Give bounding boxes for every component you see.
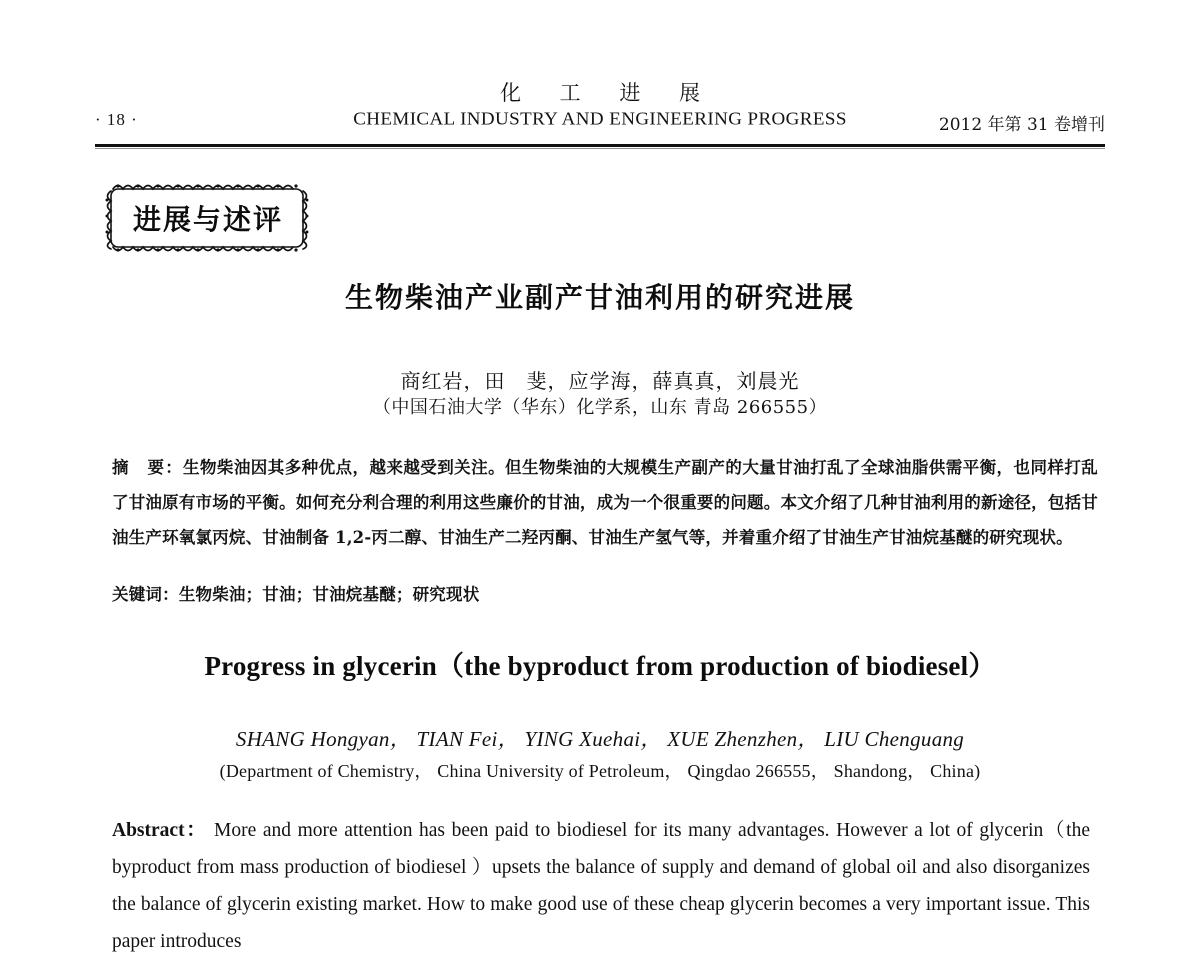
- running-head: [95, 80, 1105, 142]
- journal-title-en: CHEMICAL INDUSTRY AND ENGINEERING PROGRESS: [353, 109, 847, 130]
- abstract-en-label: Abstract：: [112, 820, 208, 841]
- article-title-cn: 生物柴油产业副产甘油利用的研究进展: [344, 281, 855, 314]
- keywords-cn: [112, 581, 1098, 609]
- section-category-badge: [104, 182, 310, 254]
- header-rule-secondary: [95, 148, 1105, 149]
- journal-title-cn: 化 工 进 展: [499, 81, 717, 105]
- article-title-en: Progress in glycerin（the byproduct from production of biodiesel）: [204, 651, 996, 681]
- keywords-cn-text: 生物柴油；甘油；甘油烷基醚；研究现状: [178, 585, 480, 604]
- page-number: · 18 ·: [95, 110, 138, 129]
- header-rule: [95, 144, 1105, 147]
- article-authors-cn: 商红岩，田 斐，应学海，薛真真，刘晨光: [400, 369, 800, 393]
- keywords-cn-label: 关键词：: [112, 585, 179, 604]
- abstract-cn-text: 生物柴油因其多种优点，越来越受到关注。但生物柴油的大规模生产副产的大量甘油打乱了全球油脂供需平衡，也同样打乱了甘油原有市场的平衡。如何充分利合理的利用这些廉价的甘油，成为一个很重要的问题。本文介绍了几种甘油利用的新途径，包括甘油生产环氧氯丙烷、甘油制备 1,2-丙二醇、甘油生产二羟丙酮、甘油生产氢气等，并着重介绍了甘油生产甘油烷基醚的研究现状。: [112, 458, 1098, 547]
- article-affiliation-en: (Department of Chemistry， China University of Petroleum， Qingdao 266555， Shandong， China): [219, 761, 981, 781]
- article-affiliation-cn: （中国石油大学（华东）化学系，山东 青岛 266555）: [372, 397, 828, 418]
- abstract-cn-label: 摘 要：: [112, 458, 183, 477]
- section-badge-label: 进展与述评: [132, 203, 283, 236]
- article-authors-en: SHANG Hongyan， TIAN Fei， YING Xuehai， XUE Zhenzhen， LIU Chenguang: [235, 727, 965, 751]
- issue-info: 2012 年第 31 卷增刊: [938, 115, 1105, 135]
- abstract-cn: [112, 450, 1098, 555]
- abstract-en-text: More and more attention has been paid to biodiesel for its many advantages. However a lot of glycerin（the byproduct from mass production of biodiesel ）upsets the balance of supply and demand of global oil and also disorganizes the balance of glycerin existing market. How to make good use of these cheap glycerin becomes a very important issue. This paper introduces: [112, 820, 1090, 952]
- abstract-en: [112, 812, 1090, 960]
